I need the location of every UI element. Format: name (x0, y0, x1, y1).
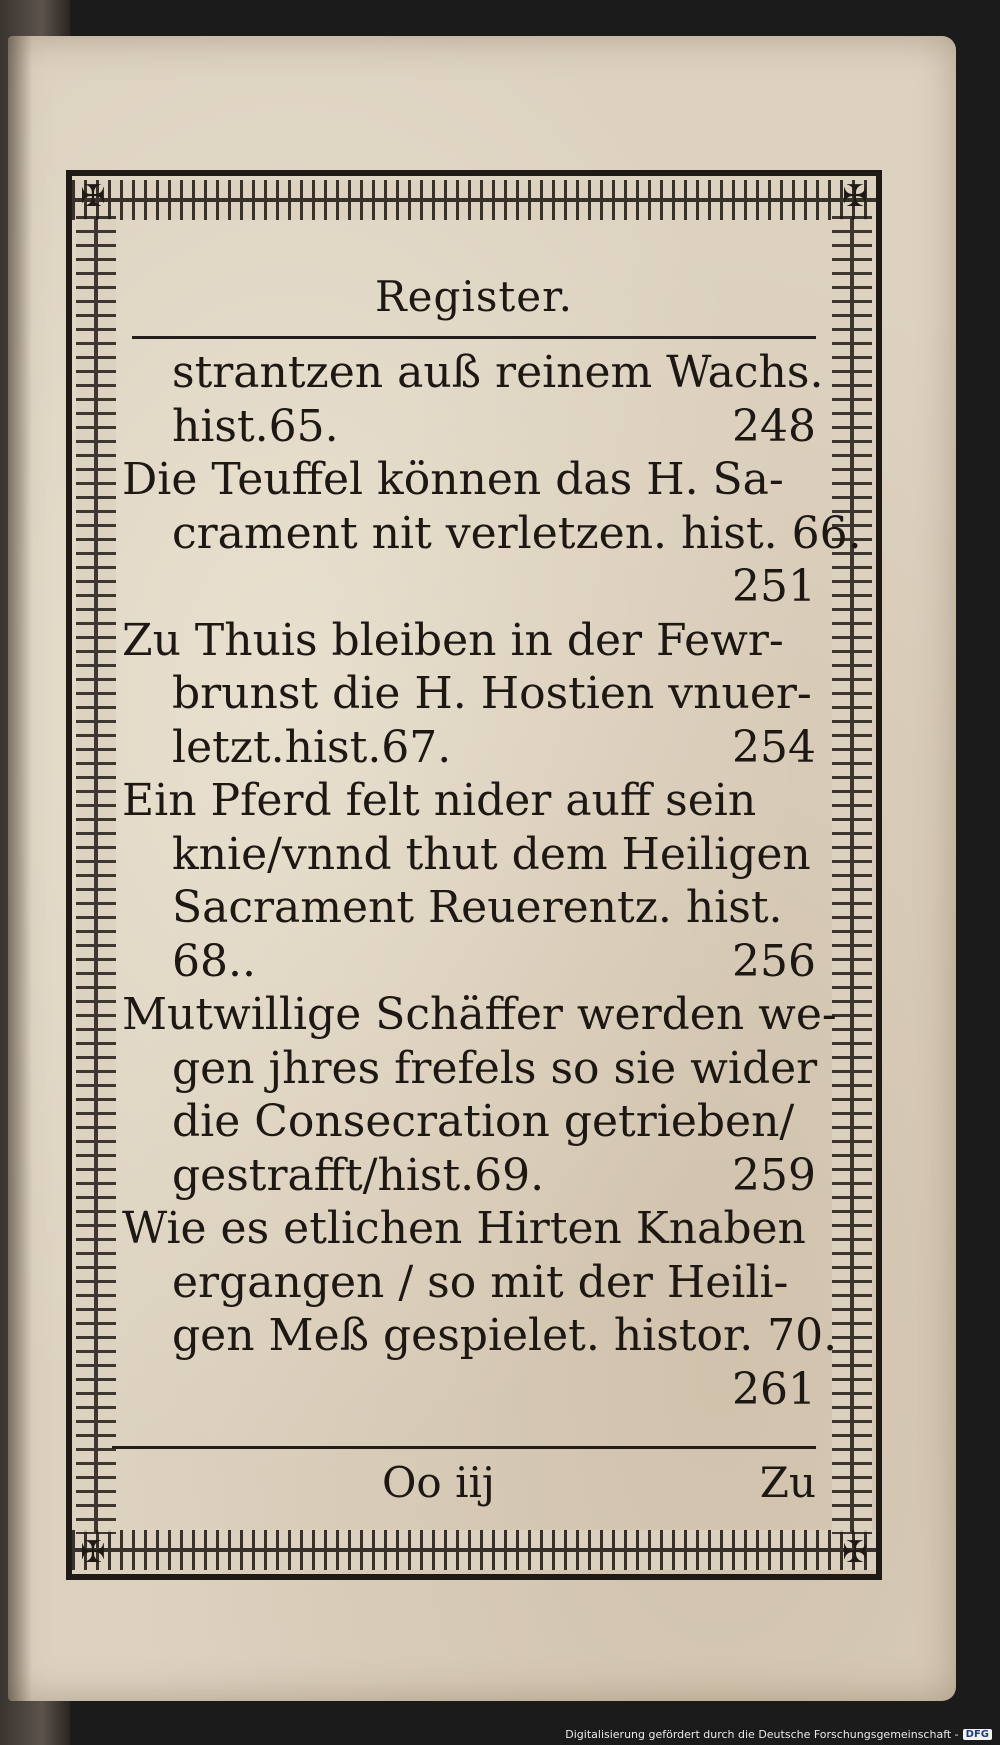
frame-right-ornament (832, 216, 872, 1534)
entry-line (122, 1042, 826, 1096)
page-gutter-shadow (8, 36, 32, 1701)
frame-corner-ornament-icon: ✠ (80, 179, 106, 214)
entry-text: 68.. (172, 935, 256, 987)
entry-text: strantzen auß reinem Wachs. (172, 347, 824, 398)
entry-text: gen jhres frefels so sie wider (172, 1042, 818, 1094)
page-content (122, 226, 862, 1524)
entry-line (122, 667, 826, 721)
entry-line (122, 453, 826, 507)
entry-line (122, 346, 826, 400)
title-rule (132, 336, 816, 339)
register-entry (122, 614, 826, 775)
register-entry (122, 988, 837, 1202)
frame-bottom-ornament (72, 1530, 876, 1570)
entry-text: gen Meß gespielet. histor. 70. (172, 1310, 838, 1361)
book-page (8, 36, 956, 1701)
catchword: Zu (759, 1458, 816, 1507)
entry-line (122, 1202, 826, 1256)
entry-line (122, 721, 826, 775)
register-entry (122, 346, 826, 453)
frame-corner-ornament-icon: ✠ (842, 1535, 868, 1570)
dfg-logo-icon: DFG (963, 1729, 992, 1740)
page-number: 259 (732, 1149, 816, 1201)
entry-line (122, 828, 826, 882)
entry-line (122, 1256, 826, 1310)
entry-line (122, 774, 826, 828)
entry-line (122, 1149, 826, 1203)
entry-line (122, 1309, 838, 1363)
entry-text: hist.65. (172, 400, 339, 452)
footer-rule (112, 1446, 816, 1449)
entry-text: ergangen / so mit der Heili- (172, 1256, 789, 1308)
register-entry (122, 774, 826, 988)
entry-line (122, 507, 862, 561)
page-number: 251 (732, 561, 816, 612)
entry-line (122, 1095, 826, 1149)
signature-mark: Oo iij (382, 1458, 495, 1507)
frame-left-ornament (76, 216, 116, 1534)
entry-text: knie/vnnd thut dem Heiligen (172, 828, 811, 880)
entry-line (122, 881, 826, 935)
register-entry (122, 1202, 838, 1416)
frame-corner-ornament-icon: ✠ (80, 1535, 106, 1570)
entry-text: Mutwillige Schäffer werden we- (122, 989, 837, 1040)
entry-text: crament nit verletzen. hist. 66. (172, 507, 862, 559)
page-footer (122, 1458, 826, 1518)
page-number: 256 (732, 935, 816, 987)
page-number: 261 (732, 1363, 816, 1415)
frame-top-ornament (72, 180, 876, 220)
page-number: 248 (732, 400, 816, 452)
register-entries (122, 346, 862, 1416)
entry-line (122, 988, 837, 1042)
entry-line (122, 560, 826, 614)
digitization-credit (565, 1728, 992, 1741)
entry-text: Ein Pferd felt nider auff sein (122, 775, 757, 826)
entry-text: die Consecration getrieben/ (172, 1096, 795, 1147)
entry-line (122, 400, 826, 454)
ornamental-frame (66, 170, 882, 1580)
register-entry (122, 453, 862, 614)
entry-text: Zu Thuis bleiben in der Fewr- (122, 614, 784, 666)
entry-text: Sacrament Reuerentz. hist. (172, 882, 783, 933)
entry-line (122, 1363, 826, 1417)
entry-text: Wie es etlichen Hirten Knaben (122, 1203, 806, 1254)
page-title: Register. (375, 272, 573, 321)
entry-line (122, 614, 826, 668)
page-number: 254 (732, 721, 816, 773)
entry-text: gestrafft/hist.69. (172, 1149, 545, 1201)
frame-corner-ornament-icon: ✠ (842, 179, 868, 214)
entry-line (122, 935, 826, 989)
entry-text: Die Teuffel können das H. Sa- (122, 454, 784, 505)
entry-text: brunst die H. Hostien vnuer- (172, 668, 812, 719)
credit-text: Digitalisierung gefördert durch die Deutsche Forschungsgemeinschaft - (565, 1728, 959, 1741)
entry-text: letzt.hist.67. (172, 721, 452, 773)
